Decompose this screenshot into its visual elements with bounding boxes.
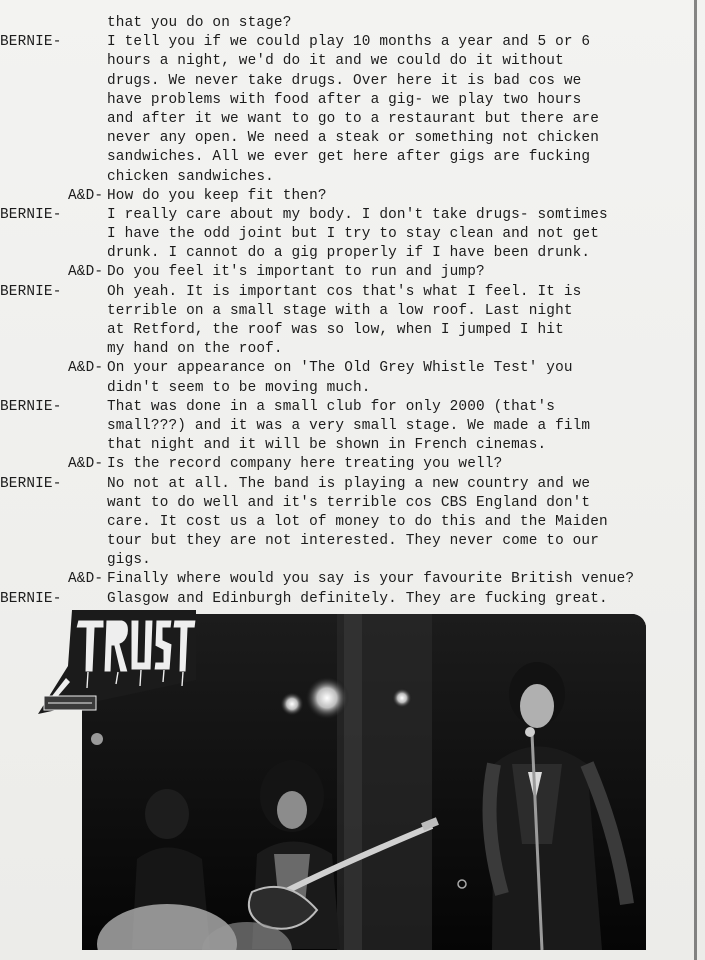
interview-line xyxy=(0,417,700,436)
interview-line xyxy=(0,551,700,570)
interview-text-line: care. It cost us a lot of money to do this and the Maiden xyxy=(107,513,608,530)
speaker-label: BERNIE- xyxy=(0,475,62,492)
interview-line xyxy=(0,398,700,417)
interview-line xyxy=(0,110,700,129)
trust-logo-graphic xyxy=(38,606,198,718)
interview-line xyxy=(0,494,700,513)
interview-text-line: Glasgow and Edinburgh definitely. They are fucking great. xyxy=(107,590,608,607)
interview-line xyxy=(0,187,700,206)
speaker-label: A&D- xyxy=(68,264,104,281)
interview-line xyxy=(0,129,700,148)
interview-text xyxy=(0,14,700,609)
interview-text-line: drugs. We never take drugs. Over here it is bad cos we xyxy=(107,72,582,89)
speaker-label: A&D- xyxy=(68,360,104,377)
speaker-label: BERNIE- xyxy=(0,590,62,607)
speaker-label: A&D- xyxy=(68,571,104,588)
interview-text-line: chicken sandwiches. xyxy=(107,168,274,185)
speaker-label: A&D- xyxy=(68,456,104,473)
interview-line xyxy=(0,91,700,110)
interview-line xyxy=(0,532,700,551)
interview-text-line: that night and it will be shown in French cinemas. xyxy=(107,437,547,454)
interview-text-line: sandwiches. All we ever get here after gigs are fucking xyxy=(107,149,591,166)
trust-logo xyxy=(38,606,198,718)
interview-text-line: never any open. We need a steak or something not chicken xyxy=(107,130,600,147)
interview-text-line: I really care about my body. I don't take drugs- somtimes xyxy=(107,206,608,223)
interview-text-line: drunk. I cannot do a gig properly if I have been drunk. xyxy=(107,245,591,262)
interview-text-line: Do you feel it's important to run and jump? xyxy=(107,264,485,281)
interview-line xyxy=(0,436,700,455)
interview-text-line: No not at all. The band is playing a new country and we xyxy=(107,475,591,492)
interview-text-line: tour but they are not interested. They never come to our xyxy=(107,533,600,550)
interview-line xyxy=(0,321,700,340)
interview-line xyxy=(0,455,700,474)
interview-text-line: hours a night, we'd do it and we could do it without xyxy=(107,53,564,70)
interview-text-line: my hand on the roof. xyxy=(107,341,283,358)
interview-text-line: That was done in a small club for only 2000 (that's xyxy=(107,398,556,415)
interview-line xyxy=(0,52,700,71)
speaker-label: BERNIE- xyxy=(0,283,62,300)
interview-line xyxy=(0,244,700,263)
interview-line xyxy=(0,225,700,244)
interview-line xyxy=(0,263,700,282)
interview-text-line: gigs. xyxy=(107,552,151,569)
interview-text-line: I tell you if we could play 10 months a year and 5 or 6 xyxy=(107,34,591,51)
interview-line xyxy=(0,302,700,321)
interview-text-line: On your appearance on 'The Old Grey Whistle Test' you xyxy=(107,360,573,377)
interview-line xyxy=(0,283,700,302)
interview-text-line: How do you keep fit then? xyxy=(107,187,327,204)
interview-text-line: small???) and it was a very small stage. We made a film xyxy=(107,417,591,434)
interview-line xyxy=(0,340,700,359)
interview-text-line: and after it we want to go to a restaurant but there are xyxy=(107,110,600,127)
interview-line xyxy=(0,359,700,378)
speaker-label: BERNIE- xyxy=(0,206,62,223)
interview-text-line: terrible on a small stage with a low roof. Last night xyxy=(107,302,573,319)
interview-line xyxy=(0,475,700,494)
interview-line xyxy=(0,72,700,91)
speaker-label: A&D- xyxy=(68,187,104,204)
interview-line xyxy=(0,168,700,187)
interview-text-line: Is the record company here treating you well? xyxy=(107,456,503,473)
interview-line xyxy=(0,513,700,532)
interview-text-line: that you do on stage? xyxy=(107,15,292,31)
interview-line xyxy=(0,33,700,52)
interview-text-line: didn't seem to be moving much. xyxy=(107,379,371,396)
interview-line xyxy=(0,148,700,167)
interview-text-line: want to do well and it's terrible cos CBS England don't xyxy=(107,494,591,511)
interview-text-line: have problems with food after a gig- we play two hours xyxy=(107,91,582,108)
speaker-label: BERNIE- xyxy=(0,398,62,415)
interview-line xyxy=(0,570,700,589)
interview-text-line: Oh yeah. It is important cos that's what I feel. It is xyxy=(107,283,582,300)
interview-text-line: I have the odd joint but I try to stay clean and not get xyxy=(107,226,600,243)
interview-line xyxy=(0,379,700,398)
interview-text-line: Finally where would you say is your favourite British venue? xyxy=(107,571,635,588)
interview-line xyxy=(0,14,700,33)
interview-text-line: at Retford, the roof was so low, when I jumped I hit xyxy=(107,322,564,338)
interview-line xyxy=(0,206,700,225)
speaker-label: BERNIE- xyxy=(0,34,62,51)
